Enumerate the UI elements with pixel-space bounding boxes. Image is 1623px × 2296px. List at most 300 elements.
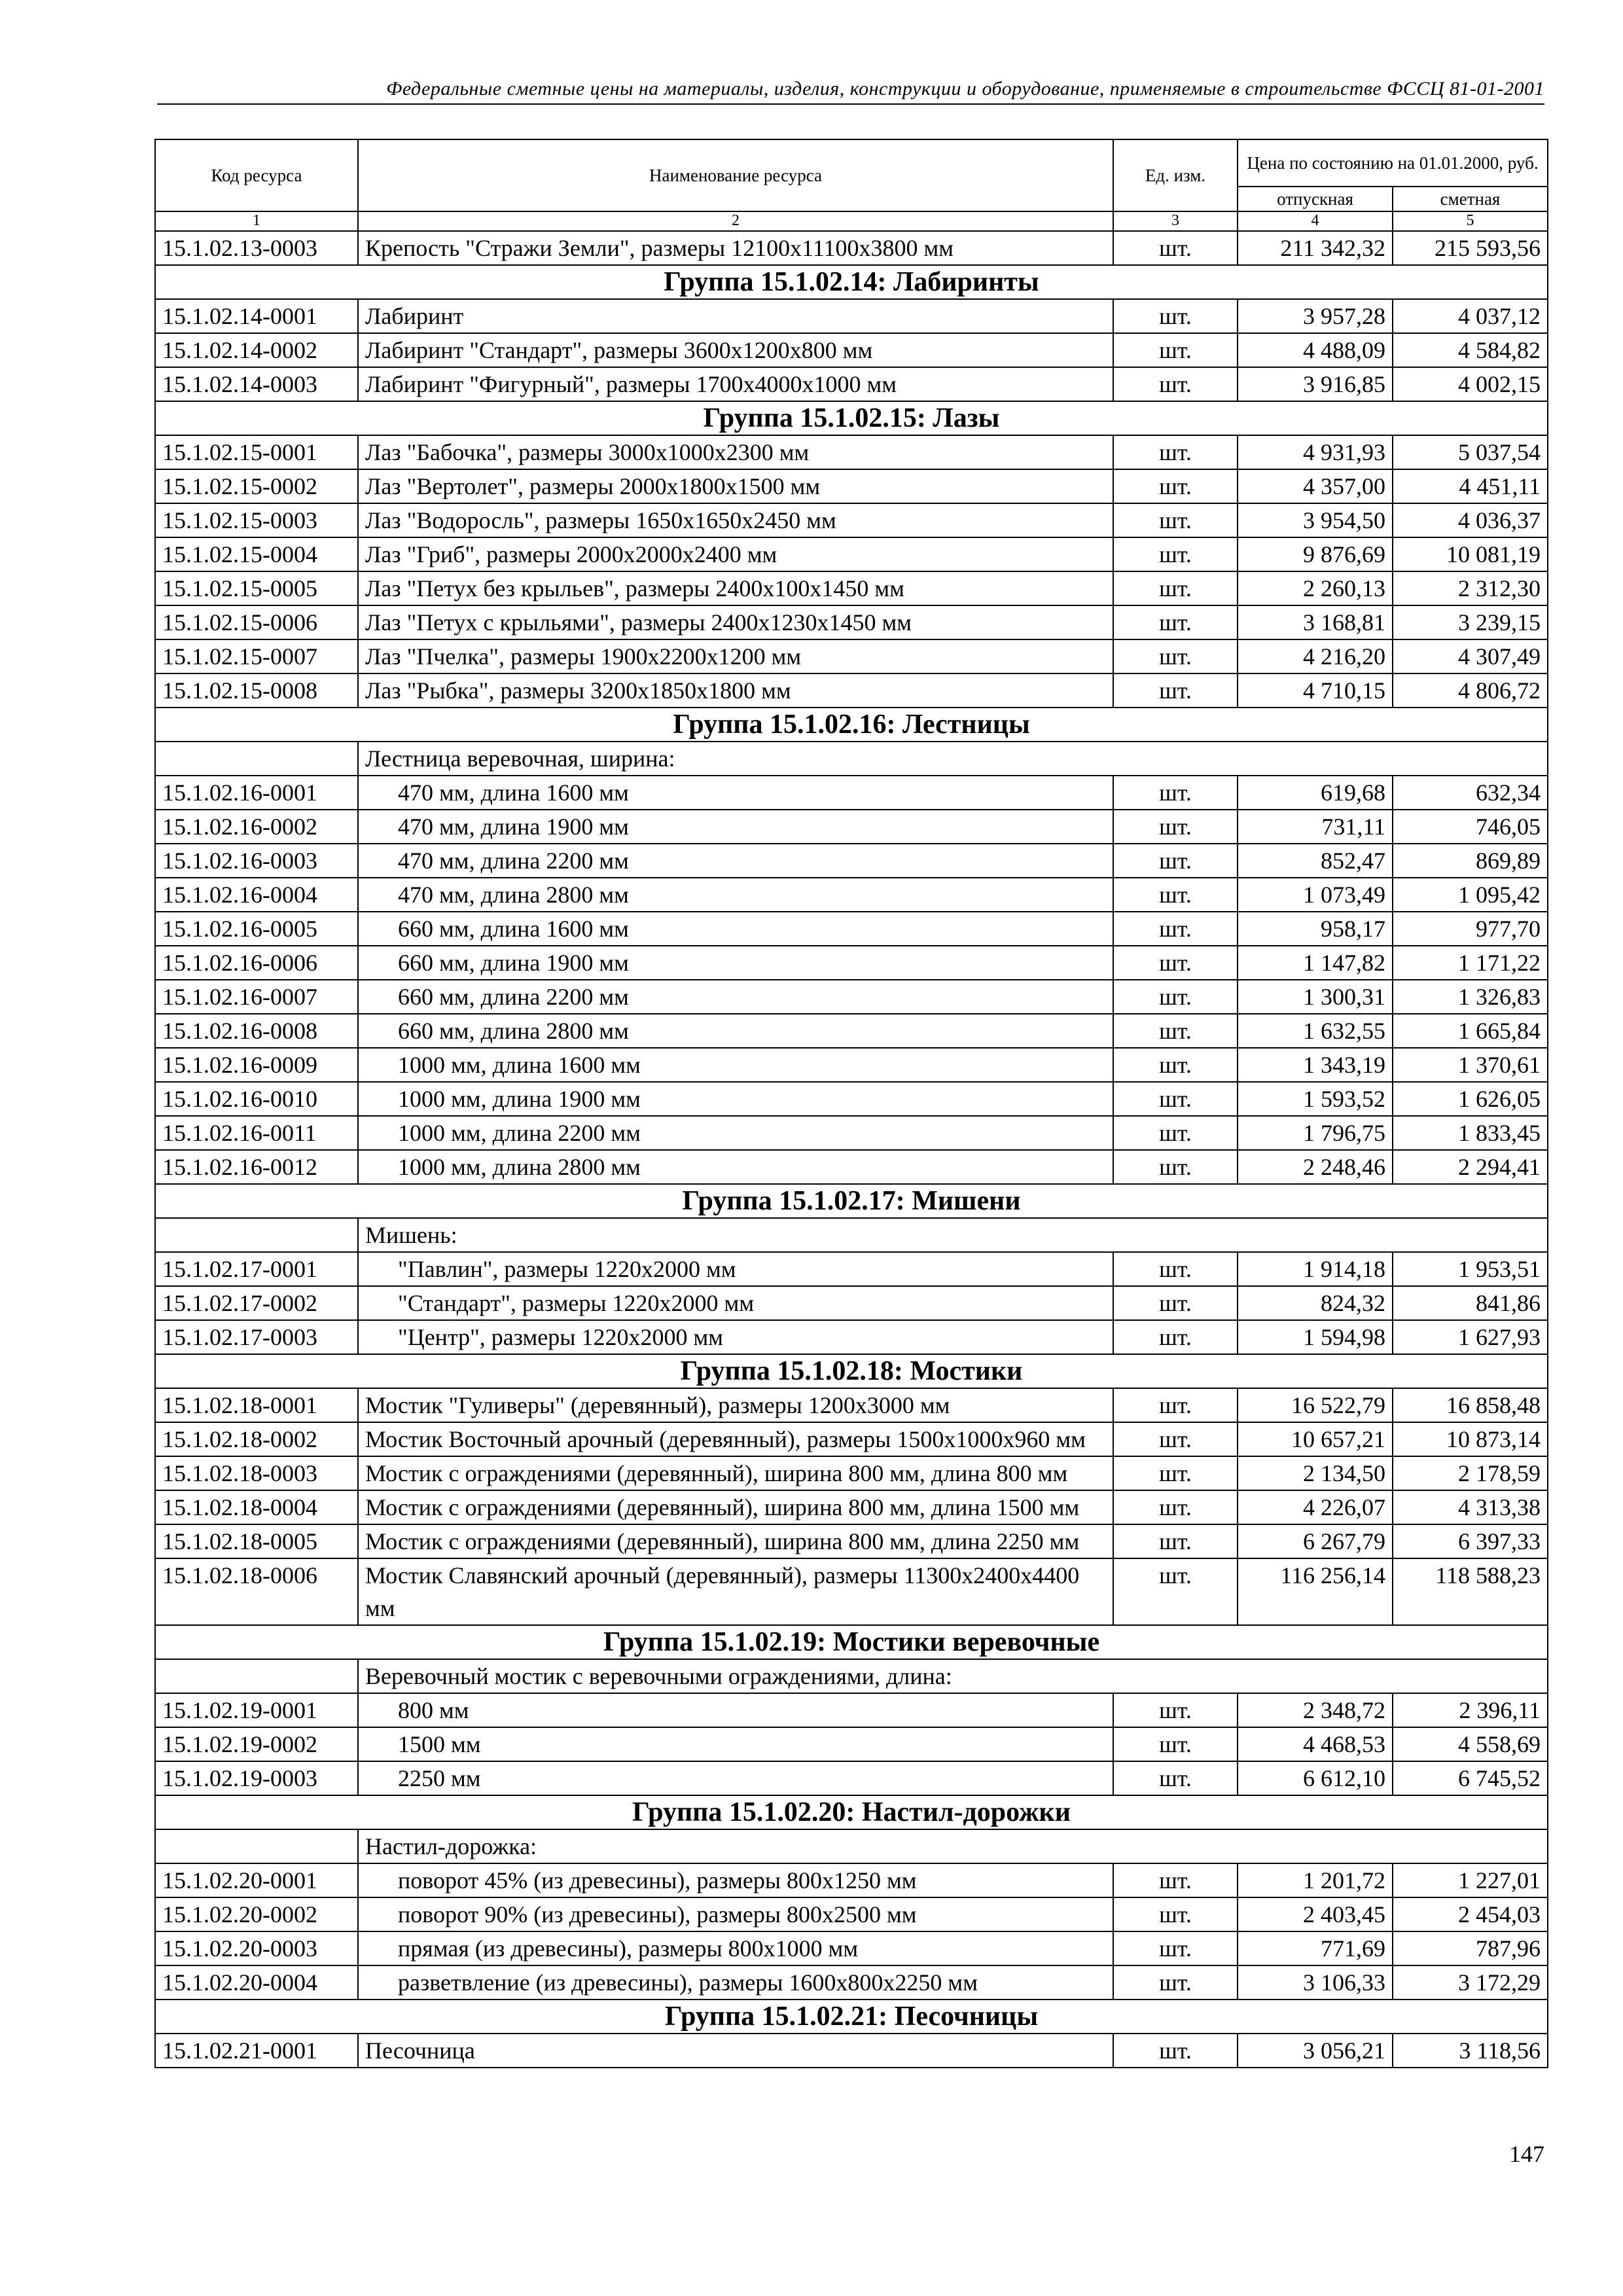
col-header-name: Наименование ресурса	[358, 139, 1113, 211]
estimate-price: 6 397,33	[1393, 1524, 1548, 1558]
release-price: 10 657,21	[1238, 1422, 1393, 1456]
resource-name: Мостик с ограждениями (деревянный), ширина 800 мм, длина 1500 мм	[358, 1490, 1113, 1524]
resource-name: Лаз "Пчелка", размеры 1900x2200x1200 мм	[358, 639, 1113, 673]
table-row	[155, 1965, 1548, 2000]
unit-of-measure: шт.	[1113, 1727, 1238, 1761]
resource-code: 15.1.02.17-0002	[155, 1286, 358, 1320]
estimate-price: 4 036,37	[1393, 503, 1548, 537]
unit-of-measure: шт.	[1113, 1388, 1238, 1422]
table-row	[155, 1014, 1548, 1048]
release-price: 2 248,46	[1238, 1150, 1393, 1184]
resource-name-text: 1500 мм	[398, 1731, 481, 1757]
col-header-code: Код ресурса	[155, 139, 358, 211]
table-row	[155, 1897, 1548, 1931]
release-price: 3 954,50	[1238, 503, 1393, 537]
estimate-price: 4 584,82	[1393, 333, 1548, 367]
group-heading-row	[155, 401, 1548, 435]
release-price: 2 403,45	[1238, 1897, 1393, 1931]
table-row	[155, 537, 1548, 571]
resource-name-text: 1000 мм, длина 2800 мм	[398, 1154, 641, 1180]
estimate-price: 1 326,83	[1393, 980, 1548, 1014]
release-price: 3 957,28	[1238, 299, 1393, 333]
release-price: 4 710,15	[1238, 673, 1393, 708]
estimate-price: 1 833,45	[1393, 1116, 1548, 1150]
estimate-price: 4 806,72	[1393, 673, 1548, 708]
table-row	[155, 673, 1548, 708]
subheading-text: Мишень:	[358, 1218, 1548, 1252]
resource-name	[358, 1116, 1113, 1150]
group-heading-row	[155, 1625, 1548, 1659]
resource-name-text: 470 мм, длина 1900 мм	[398, 814, 629, 840]
column-number: 5	[1393, 211, 1548, 231]
release-price: 4 216,20	[1238, 639, 1393, 673]
resource-code: 15.1.02.16-0001	[155, 776, 358, 810]
column-number: 3	[1113, 211, 1238, 231]
resource-code: 15.1.02.16-0009	[155, 1048, 358, 1082]
resource-name: Мостик Восточный арочный (деревянный), размеры 1500x1000x960 мм	[358, 1422, 1113, 1456]
unit-of-measure: шт.	[1113, 1252, 1238, 1286]
resource-name-text: 1000 мм, длина 2200 мм	[398, 1120, 641, 1146]
estimate-price: 2 312,30	[1393, 571, 1548, 605]
release-price: 852,47	[1238, 844, 1393, 878]
unit-of-measure: шт.	[1113, 844, 1238, 878]
resource-name	[358, 810, 1113, 844]
unit-of-measure: шт.	[1113, 639, 1238, 673]
resource-name: Лабиринт "Фигурный", размеры 1700x4000x1000 мм	[358, 367, 1113, 401]
table-row	[155, 912, 1548, 946]
estimate-price: 3 118,56	[1393, 2034, 1548, 2068]
col-header-estimate: сметная	[1393, 187, 1548, 211]
subheading-row	[155, 1829, 1548, 1863]
table-row	[155, 1388, 1548, 1422]
resource-code: 15.1.02.18-0003	[155, 1456, 358, 1490]
resource-name: Лабиринт	[358, 299, 1113, 333]
resource-code: 15.1.02.14-0001	[155, 299, 358, 333]
resource-code: 15.1.02.16-0006	[155, 946, 358, 980]
unit-of-measure: шт.	[1113, 1048, 1238, 1082]
resource-name: Лаз "Гриб", размеры 2000x2000x2400 мм	[358, 537, 1113, 571]
estimate-price: 6 745,52	[1393, 1761, 1548, 1795]
resource-code: 15.1.02.15-0005	[155, 571, 358, 605]
resource-code: 15.1.02.20-0001	[155, 1863, 358, 1897]
group-heading-row	[155, 2000, 1548, 2034]
unit-of-measure: шт.	[1113, 1897, 1238, 1931]
unit-of-measure: шт.	[1113, 980, 1238, 1014]
release-price: 4 357,00	[1238, 469, 1393, 503]
estimate-price: 4 313,38	[1393, 1490, 1548, 1524]
table-row	[155, 946, 1548, 980]
release-price: 958,17	[1238, 912, 1393, 946]
resource-code: 15.1.02.18-0004	[155, 1490, 358, 1524]
resource-code: 15.1.02.15-0008	[155, 673, 358, 708]
resource-code: 15.1.02.16-0011	[155, 1116, 358, 1150]
estimate-price: 215 593,56	[1393, 231, 1548, 265]
header-rule	[157, 103, 1544, 105]
group-heading-row	[155, 265, 1548, 299]
unit-of-measure: шт.	[1113, 1456, 1238, 1490]
group-heading: Группа 15.1.02.16: Лестницы	[155, 708, 1548, 742]
resource-code: 15.1.02.17-0001	[155, 1252, 358, 1286]
release-price: 3 106,33	[1238, 1965, 1393, 2000]
resource-name-text: 470 мм, длина 2800 мм	[398, 882, 629, 908]
unit-of-measure: шт.	[1113, 673, 1238, 708]
resource-code: 15.1.02.18-0002	[155, 1422, 358, 1456]
resource-code: 15.1.02.16-0007	[155, 980, 358, 1014]
resource-name-text: 660 мм, длина 1600 мм	[398, 916, 629, 942]
resource-name-text: 1000 мм, длина 1600 мм	[398, 1052, 641, 1078]
table-body	[155, 231, 1548, 2068]
table-row	[155, 1524, 1548, 1558]
table-row	[155, 1082, 1548, 1116]
table-row	[155, 1150, 1548, 1184]
resource-code: 15.1.02.15-0003	[155, 503, 358, 537]
resource-name-text: 2250 мм	[398, 1765, 481, 1791]
resource-name: Лаз "Вертолет", размеры 2000x1800x1500 мм	[358, 469, 1113, 503]
release-price: 1 201,72	[1238, 1863, 1393, 1897]
release-price: 731,11	[1238, 810, 1393, 844]
release-price: 6 612,10	[1238, 1761, 1393, 1795]
estimate-price: 1 095,42	[1393, 878, 1548, 912]
release-price: 3 056,21	[1238, 2034, 1393, 2068]
estimate-price: 787,96	[1393, 1931, 1548, 1965]
unit-of-measure: шт.	[1113, 537, 1238, 571]
group-heading: Группа 15.1.02.14: Лабиринты	[155, 265, 1548, 299]
table-row	[155, 469, 1548, 503]
unit-of-measure: шт.	[1113, 1524, 1238, 1558]
subheading-row	[155, 1659, 1548, 1693]
table-row	[155, 231, 1548, 265]
resource-code: 15.1.02.15-0007	[155, 639, 358, 673]
column-numbers-row	[155, 211, 1548, 231]
resource-code: 15.1.02.18-0006	[155, 1558, 358, 1625]
table-row	[155, 1931, 1548, 1965]
resource-name-text: 660 мм, длина 1900 мм	[398, 950, 629, 976]
release-price: 2 134,50	[1238, 1456, 1393, 1490]
unit-of-measure: шт.	[1113, 1931, 1238, 1965]
unit-of-measure: шт.	[1113, 1965, 1238, 2000]
resource-name: Лаз "Рыбка", размеры 3200x1850x1800 мм	[358, 673, 1113, 708]
estimate-price: 3 239,15	[1393, 605, 1548, 639]
estimate-price: 1 227,01	[1393, 1863, 1548, 1897]
unit-of-measure: шт.	[1113, 1320, 1238, 1354]
release-price: 824,32	[1238, 1286, 1393, 1320]
table-row	[155, 333, 1548, 367]
group-heading-row	[155, 1184, 1548, 1218]
resource-name-text: 470 мм, длина 2200 мм	[398, 848, 629, 874]
estimate-price: 10 873,14	[1393, 1422, 1548, 1456]
table-row	[155, 1048, 1548, 1082]
resource-name	[358, 1014, 1113, 1048]
unit-of-measure: шт.	[1113, 1082, 1238, 1116]
unit-of-measure: шт.	[1113, 367, 1238, 401]
empty-cell	[155, 1659, 358, 1693]
group-heading: Группа 15.1.02.20: Настил-дорожки	[155, 1795, 1548, 1829]
table-row	[155, 1456, 1548, 1490]
resource-name: Песочница	[358, 2034, 1113, 2068]
resource-name: Мостик Славянский арочный (деревянный), размеры 11300x2400x4400 мм	[358, 1558, 1113, 1625]
release-price: 1 914,18	[1238, 1252, 1393, 1286]
estimate-price: 4 451,11	[1393, 469, 1548, 503]
unit-of-measure: шт.	[1113, 2034, 1238, 2068]
release-price: 16 522,79	[1238, 1388, 1393, 1422]
estimate-price: 1 627,93	[1393, 1320, 1548, 1354]
table-row	[155, 980, 1548, 1014]
estimate-price: 2 454,03	[1393, 1897, 1548, 1931]
resource-name-text: 470 мм, длина 1600 мм	[398, 780, 629, 806]
release-price: 1 300,31	[1238, 980, 1393, 1014]
release-price: 619,68	[1238, 776, 1393, 810]
resource-name-text: 660 мм, длина 2800 мм	[398, 1018, 629, 1044]
empty-cell	[155, 742, 358, 776]
release-price: 1 343,19	[1238, 1048, 1393, 1082]
subheading-text: Веревочный мостик с веревочными ограждениями, длина:	[358, 1659, 1548, 1693]
table-row	[155, 367, 1548, 401]
resource-code: 15.1.02.15-0006	[155, 605, 358, 639]
group-heading: Группа 15.1.02.15: Лазы	[155, 401, 1548, 435]
table-row	[155, 1252, 1548, 1286]
col-header-unit: Ед. изм.	[1113, 139, 1238, 211]
release-price: 6 267,79	[1238, 1524, 1393, 1558]
table-row	[155, 1863, 1548, 1897]
col-header-release: отпускная	[1238, 187, 1393, 211]
unit-of-measure: шт.	[1113, 231, 1238, 265]
resource-name	[358, 776, 1113, 810]
resource-code: 15.1.02.20-0004	[155, 1965, 358, 2000]
empty-cell	[155, 1829, 358, 1863]
resource-name	[358, 1082, 1113, 1116]
release-price: 2 260,13	[1238, 571, 1393, 605]
resource-code: 15.1.02.16-0012	[155, 1150, 358, 1184]
table-row	[155, 844, 1548, 878]
column-number: 4	[1238, 211, 1393, 231]
table-row	[155, 1693, 1548, 1727]
unit-of-measure: шт.	[1113, 1116, 1238, 1150]
unit-of-measure: шт.	[1113, 571, 1238, 605]
group-heading: Группа 15.1.02.17: Мишени	[155, 1184, 1548, 1218]
resource-name	[358, 1286, 1113, 1320]
resource-name	[358, 1931, 1113, 1965]
estimate-price: 4 558,69	[1393, 1727, 1548, 1761]
estimate-price: 2 178,59	[1393, 1456, 1548, 1490]
resource-code: 15.1.02.15-0001	[155, 435, 358, 469]
resource-name-text: "Павлин", размеры 1220x2000 мм	[398, 1256, 736, 1282]
resource-name: Лаз "Петух с крыльями", размеры 2400x1230x1450 мм	[358, 605, 1113, 639]
release-price: 1 796,75	[1238, 1116, 1393, 1150]
resource-name	[358, 1320, 1113, 1354]
resource-code: 15.1.02.19-0002	[155, 1727, 358, 1761]
resource-name	[358, 980, 1113, 1014]
resource-name: Лаз "Петух без крыльев", размеры 2400x100x1450 мм	[358, 571, 1113, 605]
resource-code: 15.1.02.20-0002	[155, 1897, 358, 1931]
release-price: 211 342,32	[1238, 231, 1393, 265]
resource-name: Лабиринт "Стандарт", размеры 3600x1200x800 мм	[358, 333, 1113, 367]
table-row	[155, 571, 1548, 605]
resource-code: 15.1.02.19-0001	[155, 1693, 358, 1727]
unit-of-measure: шт.	[1113, 469, 1238, 503]
resource-name	[358, 1693, 1113, 1727]
table-row	[155, 1286, 1548, 1320]
unit-of-measure: шт.	[1113, 333, 1238, 367]
resource-code: 15.1.02.16-0010	[155, 1082, 358, 1116]
page-number: 147	[1509, 2141, 1544, 2167]
estimate-price: 118 588,23	[1393, 1558, 1548, 1625]
release-price: 3 168,81	[1238, 605, 1393, 639]
unit-of-measure: шт.	[1113, 878, 1238, 912]
estimate-price: 16 858,48	[1393, 1388, 1548, 1422]
resource-name-text: "Центр", размеры 1220x2000 мм	[398, 1324, 724, 1350]
resource-name: Мостик "Гуливеры" (деревянный), размеры 1200x3000 мм	[358, 1388, 1113, 1422]
resource-name	[358, 878, 1113, 912]
table-row	[155, 810, 1548, 844]
col-header-price: Цена по состоянию на 01.01.2000, руб.	[1238, 139, 1548, 187]
group-heading: Группа 15.1.02.18: Мостики	[155, 1354, 1548, 1388]
estimate-price: 2 396,11	[1393, 1693, 1548, 1727]
resource-name: Крепость "Стражи Земли", размеры 12100x11100x3800 мм	[358, 231, 1113, 265]
subheading-text: Лестница веревочная, ширина:	[358, 742, 1548, 776]
resource-name	[358, 912, 1113, 946]
group-heading: Группа 15.1.02.21: Песочницы	[155, 2000, 1548, 2034]
release-price: 116 256,14	[1238, 1558, 1393, 1625]
unit-of-measure: шт.	[1113, 1422, 1238, 1456]
empty-cell	[155, 1218, 358, 1252]
release-price: 4 468,53	[1238, 1727, 1393, 1761]
group-heading-row	[155, 708, 1548, 742]
estimate-price: 1 626,05	[1393, 1082, 1548, 1116]
resource-name: Мостик с ограждениями (деревянный), ширина 800 мм, длина 2250 мм	[358, 1524, 1113, 1558]
unit-of-measure: шт.	[1113, 1150, 1238, 1184]
unit-of-measure: шт.	[1113, 1558, 1238, 1625]
resource-code: 15.1.02.17-0003	[155, 1320, 358, 1354]
unit-of-measure: шт.	[1113, 605, 1238, 639]
unit-of-measure: шт.	[1113, 299, 1238, 333]
release-price: 771,69	[1238, 1931, 1393, 1965]
release-price: 1 594,98	[1238, 1320, 1393, 1354]
resource-name	[358, 844, 1113, 878]
unit-of-measure: шт.	[1113, 1014, 1238, 1048]
release-price: 1 147,82	[1238, 946, 1393, 980]
table-row	[155, 1490, 1548, 1524]
estimate-price: 4 037,12	[1393, 299, 1548, 333]
estimate-price: 10 081,19	[1393, 537, 1548, 571]
estimate-price: 841,86	[1393, 1286, 1548, 1320]
estimate-price: 2 294,41	[1393, 1150, 1548, 1184]
resource-name-text: поворот 45% (из древесины), размеры 800x1250 мм	[398, 1867, 917, 1893]
resource-name	[358, 946, 1113, 980]
resource-name	[358, 1252, 1113, 1286]
resource-name-text: прямая (из древесины), размеры 800x1000 мм	[398, 1935, 859, 1962]
resource-name	[358, 1863, 1113, 1897]
unit-of-measure: шт.	[1113, 810, 1238, 844]
release-price: 4 226,07	[1238, 1490, 1393, 1524]
release-price: 1 593,52	[1238, 1082, 1393, 1116]
unit-of-measure: шт.	[1113, 1863, 1238, 1897]
resource-code: 15.1.02.20-0003	[155, 1931, 358, 1965]
release-price: 3 916,85	[1238, 367, 1393, 401]
resource-name: Лаз "Водоросль", размеры 1650x1650x2450 мм	[358, 503, 1113, 537]
estimate-price: 746,05	[1393, 810, 1548, 844]
unit-of-measure: шт.	[1113, 1761, 1238, 1795]
estimate-price: 1 370,61	[1393, 1048, 1548, 1082]
resource-code: 15.1.02.18-0005	[155, 1524, 358, 1558]
resource-code: 15.1.02.21-0001	[155, 2034, 358, 2068]
table-row	[155, 503, 1548, 537]
estimate-price: 3 172,29	[1393, 1965, 1548, 2000]
resource-code: 15.1.02.15-0002	[155, 469, 358, 503]
price-table	[154, 139, 1548, 2068]
column-number: 2	[358, 211, 1113, 231]
group-heading-row	[155, 1795, 1548, 1829]
resource-code: 15.1.02.16-0003	[155, 844, 358, 878]
table-row	[155, 1116, 1548, 1150]
table-row	[155, 1320, 1548, 1354]
table-row	[155, 605, 1548, 639]
resource-name-text: 660 мм, длина 2200 мм	[398, 984, 629, 1010]
group-heading: Группа 15.1.02.19: Мостики веревочные	[155, 1625, 1548, 1659]
resource-code: 15.1.02.13-0003	[155, 231, 358, 265]
resource-code: 15.1.02.16-0002	[155, 810, 358, 844]
resource-name	[358, 1965, 1113, 2000]
unit-of-measure: шт.	[1113, 435, 1238, 469]
unit-of-measure: шт.	[1113, 1286, 1238, 1320]
subheading-row	[155, 1218, 1548, 1252]
resource-name	[358, 1150, 1113, 1184]
resource-code: 15.1.02.18-0001	[155, 1388, 358, 1422]
table-row	[155, 776, 1548, 810]
resource-name: Мостик с ограждениями (деревянный), ширина 800 мм, длина 800 мм	[358, 1456, 1113, 1490]
unit-of-measure: шт.	[1113, 776, 1238, 810]
table-row	[155, 435, 1548, 469]
unit-of-measure: шт.	[1113, 1490, 1238, 1524]
resource-code: 15.1.02.16-0004	[155, 878, 358, 912]
table-row	[155, 299, 1548, 333]
table-row	[155, 878, 1548, 912]
estimate-price: 1 171,22	[1393, 946, 1548, 980]
unit-of-measure: шт.	[1113, 1693, 1238, 1727]
table-row	[155, 1761, 1548, 1795]
resource-name-text: 800 мм	[398, 1697, 469, 1723]
estimate-price: 977,70	[1393, 912, 1548, 946]
estimate-price: 1 953,51	[1393, 1252, 1548, 1286]
resource-code: 15.1.02.16-0008	[155, 1014, 358, 1048]
resource-code: 15.1.02.19-0003	[155, 1761, 358, 1795]
resource-name-text: "Стандарт", размеры 1220x2000 мм	[398, 1290, 755, 1316]
resource-name-text: 1000 мм, длина 1900 мм	[398, 1086, 641, 1112]
release-price: 9 876,69	[1238, 537, 1393, 571]
resource-code: 15.1.02.14-0002	[155, 333, 358, 367]
release-price: 4 488,09	[1238, 333, 1393, 367]
table-row	[155, 1558, 1548, 1625]
table-row	[155, 1727, 1548, 1761]
subheading-text: Настил-дорожка:	[358, 1829, 1548, 1863]
resource-code: 15.1.02.15-0004	[155, 537, 358, 571]
resource-name-text: поворот 90% (из древесины), размеры 800x2500 мм	[398, 1901, 917, 1928]
release-price: 1 073,49	[1238, 878, 1393, 912]
resource-name	[358, 1727, 1113, 1761]
unit-of-measure: шт.	[1113, 912, 1238, 946]
estimate-price: 4 002,15	[1393, 367, 1548, 401]
resource-code: 15.1.02.14-0003	[155, 367, 358, 401]
resource-name: Лаз "Бабочка", размеры 3000x1000x2300 мм	[358, 435, 1113, 469]
estimate-price: 632,34	[1393, 776, 1548, 810]
table-row	[155, 2034, 1548, 2068]
unit-of-measure: шт.	[1113, 946, 1238, 980]
resource-code: 15.1.02.16-0005	[155, 912, 358, 946]
group-heading-row	[155, 1354, 1548, 1388]
estimate-price: 4 307,49	[1393, 639, 1548, 673]
table-row	[155, 639, 1548, 673]
resource-name-text: разветвление (из древесины), размеры 1600x800x2250 мм	[398, 1969, 978, 1996]
release-price: 4 931,93	[1238, 435, 1393, 469]
